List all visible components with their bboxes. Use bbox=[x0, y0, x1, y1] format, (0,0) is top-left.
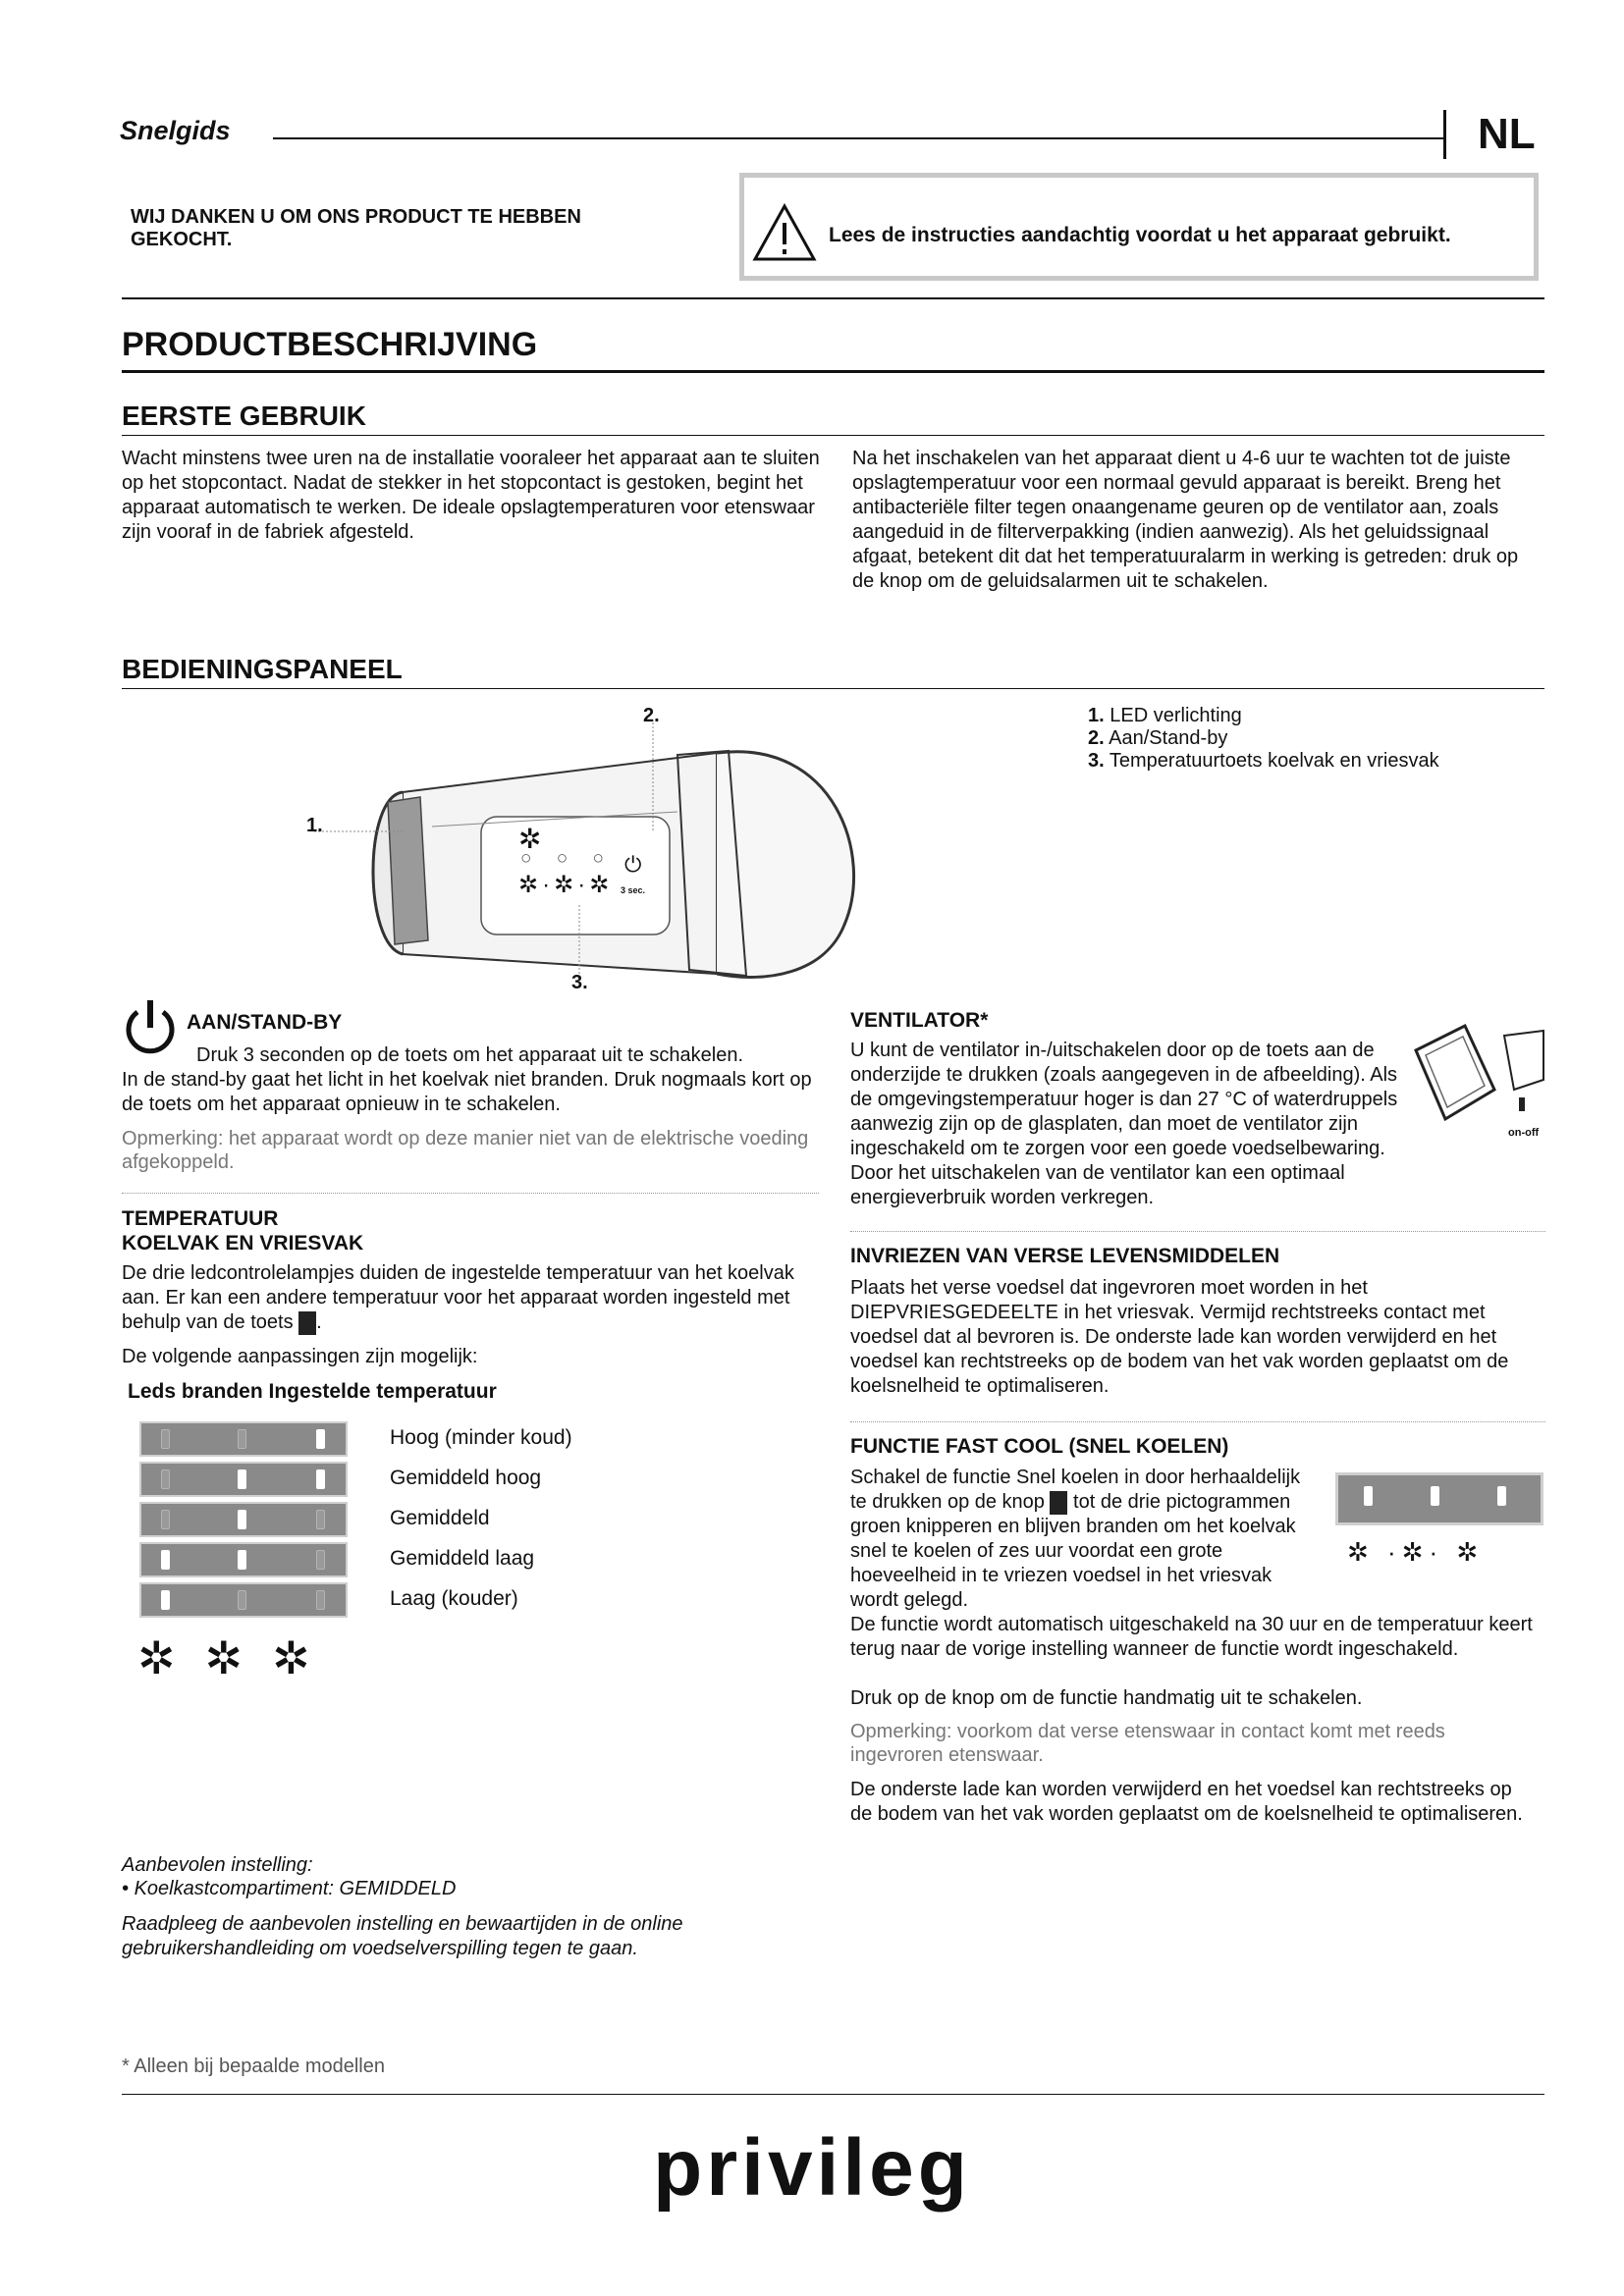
temperature-text-end: . bbox=[316, 1311, 322, 1333]
led-off bbox=[316, 1590, 325, 1610]
temperature-key-icon bbox=[298, 1311, 316, 1335]
thanks-text: WIJ DANKEN U OM ONS PRODUCT TE HEBBEN GEKOCHT. bbox=[131, 206, 581, 250]
brand-logo: privileg bbox=[653, 2123, 971, 2213]
onoff-line1: Druk 3 seconden op de toets om het apparaat uit te schakelen. bbox=[196, 1044, 744, 1066]
adjust-text: De volgende aanpassingen zijn mogelijk: bbox=[122, 1346, 478, 1367]
first-use-heading: EERSTE GEBRUIK bbox=[122, 400, 366, 431]
consult-text: Raadpleeg de aanbevolen instelling en bewaartijden in de online gebruikershandleiding om voedselverspilling tegen te gaan. bbox=[122, 1913, 683, 1959]
led-row bbox=[139, 1542, 348, 1577]
led-on bbox=[1431, 1486, 1439, 1506]
header-rule bbox=[273, 137, 1443, 139]
warning-triangle-icon bbox=[752, 203, 817, 262]
control-panel-rule bbox=[122, 688, 1544, 689]
led-on bbox=[238, 1510, 246, 1529]
led-on bbox=[238, 1469, 246, 1489]
fastcool-text4: Druk op de knop om de functie handmatig uit te schakelen. bbox=[850, 1687, 1363, 1709]
warning-text: Lees de instructies aandachtig voordat u het apparaat gebruikt. bbox=[829, 224, 1451, 246]
temperature-subheading: KOELVAK EN VRIESVAK bbox=[122, 1232, 364, 1255]
onoff-line2: In de stand-by gaat het licht in het koelvak niet branden. Druk nogmaals kort op de toets om het apparaat opnieuw in te schakelen. bbox=[122, 1069, 812, 1115]
led-on bbox=[161, 1550, 170, 1570]
led-off bbox=[238, 1429, 246, 1449]
panel-legend bbox=[1088, 705, 1439, 773]
page-title: PRODUCTBESCHRIJVING bbox=[122, 326, 538, 363]
recommended-title: Aanbevolen instelling: bbox=[122, 1854, 313, 1876]
on-off-switch-label: on-off bbox=[1508, 1127, 1540, 1139]
header-divider bbox=[1443, 110, 1446, 159]
fastcool-text3: De functie wordt automatisch uitgeschakeld na 30 uur en de temperatuur keert terug naar de vorige instelling wanneer de functie wordt ingeschakeld. bbox=[850, 1614, 1533, 1660]
divider bbox=[850, 1421, 1545, 1422]
led-row bbox=[139, 1421, 348, 1457]
callout-1: 1. bbox=[306, 815, 323, 836]
led-row-label: Gemiddeld laag bbox=[390, 1547, 535, 1570]
led-off bbox=[316, 1510, 325, 1529]
first-use-right-text: Na het inschakelen van het apparaat dient u 4-6 uur te wachten tot de juiste opslagtemperatuur voor een normaal gevuld apparaat is bereikt. Breng het antibacteriële filter tegen onaangename geuren op de ventilator aan, zoals aangeduid in de filterverpakking (indien aanwezig). Als het geluidssignaal afgaat, betekent dit dat het temperatuuralarm in werking is getreden: druk op de knop om de geluidsalarmen uit te schakelen. bbox=[852, 448, 1519, 592]
callout-2: 2. bbox=[643, 705, 660, 726]
ventilator-text: U kunt de ventilator in-/uitschakelen door op de toets aan de onderzijde te drukken (zoals aangegeven in de afbeelding). Als de omgevingstemperatuur hoger is dan 27 °C of waterdruppels aanwezig zijn op de glasplaten, dan moet de ventilator zijn ingeschakeld om te zorgen voor een goede voedselbewaring. Door het uitschakelen van de ventilator kan een optimaal energieverbruik worden verkregen. bbox=[850, 1040, 1398, 1208]
title-rule bbox=[122, 370, 1544, 373]
led-on bbox=[238, 1550, 246, 1570]
power-button-caption: 3 sec. bbox=[621, 885, 646, 895]
ventilator-illustration bbox=[1406, 1021, 1553, 1144]
ventilator-heading: VENTILATOR* bbox=[850, 1009, 989, 1032]
led-on bbox=[161, 1590, 170, 1610]
fastcool-key-icon bbox=[1050, 1491, 1067, 1515]
fastcool-snowflake-icons: ✲ ·✲· ✲ bbox=[1347, 1537, 1485, 1567]
led-row-label: Hoog (minder koud) bbox=[390, 1426, 572, 1449]
led-table-header: Leds branden Ingestelde temperatuur bbox=[128, 1380, 497, 1403]
led-off bbox=[161, 1469, 170, 1489]
legend-num: 2. bbox=[1088, 727, 1105, 749]
led-row bbox=[139, 1462, 348, 1497]
led-row bbox=[139, 1582, 348, 1618]
legend-num: 3. bbox=[1088, 750, 1105, 772]
first-use-rule bbox=[122, 435, 1544, 436]
temperature-heading: TEMPERATUUR bbox=[122, 1207, 279, 1230]
led-off bbox=[238, 1590, 246, 1610]
fastcool-led-panel bbox=[1335, 1472, 1543, 1525]
led-indicator-icons: ○ ○ ○ bbox=[520, 848, 614, 869]
temperature-text bbox=[122, 1261, 829, 1335]
freezing-text: Plaats het verse voedsel dat ingevroren moet worden in het DIEPVRIESGEDEELTE in het vriesvak. Vermijd rechtstreeks contact met voedsel dat al bevroren is. De onderste lade kan worden verwijderd en het voedsel kan rechtstreeks op de bodem van het vak worden geplaatst om de koelsnelheid te optimaliseren. bbox=[850, 1277, 1509, 1397]
fastcool-text1 bbox=[850, 1466, 1317, 1613]
recommended-item-text: Koelkastcompartiment: GEMIDDELD bbox=[134, 1878, 457, 1899]
callout-3: 3. bbox=[571, 972, 588, 993]
legend-on-standby: Aan/Stand-by bbox=[1109, 727, 1228, 749]
led-on bbox=[316, 1429, 325, 1449]
first-use-left-text: Wacht minstens twee uren na de installatie vooraleer het apparaat aan te sluiten op het stopcontact. Nadat de stekker in het stopcontact is gestoken, begint het apparaat automatisch te werken. De ideale opslagtemperaturen voor etenswaar zijn vooraf in de fabriek afgesteld. bbox=[122, 448, 820, 543]
guide-title: Snelgids bbox=[120, 116, 231, 145]
section-rule bbox=[122, 297, 1544, 299]
temperature-text-body: De drie ledcontrolelampjes duiden de ingestelde temperatuur van het koelvak aan. Er kan een andere temperatuur voor het apparaat worden ingesteld met behulp van de toets bbox=[122, 1262, 794, 1333]
led-row bbox=[139, 1502, 348, 1537]
fastcool-text2: tot de drie pictogrammen groen knipperen en blijven branden om het koelvak snel te koelen of zes uur voordat een grote hoeveelheid in te vriezen voedsel in het vriesvak wordt gelegd. bbox=[850, 1491, 1296, 1611]
led-on bbox=[1364, 1486, 1373, 1506]
led-off bbox=[161, 1429, 170, 1449]
legend-led-light: LED verlichting bbox=[1110, 705, 1242, 726]
legend-temp-button: Temperatuurtoets koelvak en vriesvak bbox=[1109, 750, 1439, 772]
control-panel-heading: BEDIENINGSPANEEL bbox=[122, 654, 403, 684]
led-row-label: Laag (kouder) bbox=[390, 1587, 518, 1610]
footnote: * Alleen bij bepaalde modellen bbox=[122, 2056, 385, 2077]
language-code: NL bbox=[1478, 110, 1536, 158]
fastcool-text1-body: Schakel de functie Snel koelen in door herhaaldelijk te drukken op de knop bbox=[850, 1467, 1301, 1513]
divider bbox=[122, 1193, 819, 1194]
led-off bbox=[316, 1550, 325, 1570]
recommended-item: • Koelkastcompartiment: GEMIDDELD bbox=[122, 1878, 457, 1899]
freezing-heading: INVRIEZEN VAN VERSE LEVENSMIDDELEN bbox=[850, 1245, 1280, 1267]
power-button-icon[interactable]: ⏻ bbox=[624, 852, 642, 877]
led-on bbox=[316, 1469, 325, 1489]
led-row-label: Gemiddeld bbox=[390, 1507, 490, 1529]
divider bbox=[850, 1231, 1545, 1232]
fastcool-text5: De onderste lade kan worden verwijderd en het voedsel kan rechtstreeks op de bodem van het vak worden geplaatst om de koelsnelheid te optimaliseren. bbox=[850, 1779, 1523, 1825]
onoff-note: Opmerking: het apparaat wordt op deze manier niet van de elektrische voeding afgekoppeld. bbox=[122, 1128, 809, 1173]
fastcool-note: Opmerking: voorkom dat verse etenswaar in contact komt met reeds ingevroren etenswaar. bbox=[850, 1721, 1445, 1766]
snowflake-icons: ✲✲✲ bbox=[137, 1632, 340, 1683]
led-row-label: Gemiddeld hoog bbox=[390, 1467, 542, 1489]
led-off bbox=[161, 1510, 170, 1529]
snowflake-icon: ✲ bbox=[518, 824, 542, 854]
onoff-heading: AAN/STAND-BY bbox=[187, 1011, 343, 1034]
power-icon bbox=[122, 999, 179, 1058]
temperature-button-icons[interactable]: ✲·✲·✲ bbox=[518, 872, 614, 898]
footer-rule bbox=[122, 2094, 1544, 2095]
led-on bbox=[1497, 1486, 1506, 1506]
fastcool-heading: FUNCTIE FAST COOL (SNEL KOELEN) bbox=[850, 1435, 1229, 1458]
legend-num: 1. bbox=[1088, 705, 1105, 726]
